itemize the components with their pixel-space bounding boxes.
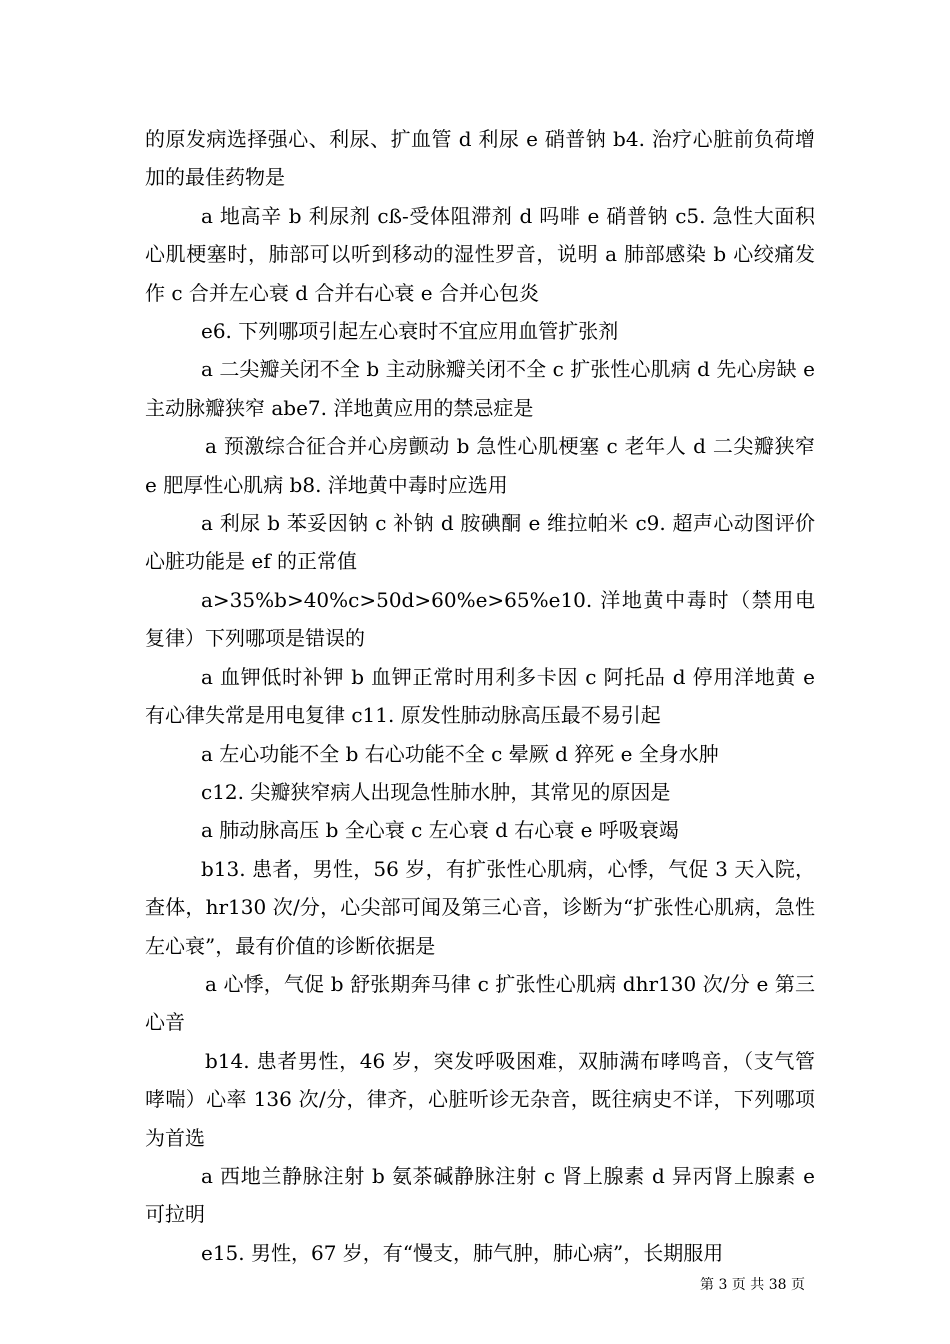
paragraph-4: a 二尖瓣关闭不全 b 主动脉瓣关闭不全 c 扩张性心肌病 d 先心房缺 e 主动脉瓣狭窄 abe7. 洋地黄应用的禁忌症是 — [145, 357, 815, 420]
paragraph-14: b14. 患者男性，46 岁，突发呼吸困难，双肺满布哮鸣音，（支气管哮喘）心率 136 次/分，律齐，心脏听诊无杂音，既往病史不详，下列哪项为首选 — [145, 1048, 815, 1150]
document-body — [145, 120, 815, 1272]
paragraph-5: a 预激综合征合并心房颤动 b 急性心肌梗塞 c 老年人 d 二尖瓣狭窄 e 肥厚性心肌病 b8. 洋地黄中毒时应选用 — [145, 434, 815, 497]
paragraph-8: a 血钾低时补钾 b 血钾正常时用利多卡因 c 阿托品 d 停用洋地黄 e 有心律失常是用电复律 c11. 原发性肺动脉高压最不易引起 — [145, 664, 815, 728]
paragraph-9: a 左心功能不全 b 右心功能不全 c 晕厥 d 猝死 e 全身水肿 — [201, 741, 719, 766]
paragraph-12: b13. 患者，男性，56 岁，有扩张性心肌病，心悸，气促 3 天入院，查体，hr130 次/分，心尖部可闻及第三心音，诊断为“扩张性心肌病，急性左心衰”，最有价值的诊断依据是 — [145, 856, 815, 958]
paragraph-7: a>35%b>40%c>50d>60%e>65%e10. 洋地黄中毒时（禁用电复律）下列哪项是错误的 — [145, 587, 815, 651]
paragraph-10: c12. 尖瓣狭窄病人出现急性肺水肿，其常见的原因是 — [201, 779, 671, 804]
paragraph-15: a 西地兰静脉注射 b 氨茶碱静脉注射 c 肾上腺素 d 异丙肾上腺素 e 可拉明 — [145, 1163, 815, 1227]
paragraph-11: a 肺动脉高压 b 全心衰 c 左心衰 d 右心衰 e 呼吸衰竭 — [201, 818, 679, 843]
paragraph-13: a 心悸，气促 b 舒张期奔马律 c 扩张性心肌病 dhr130 次/分 e 第三心音 — [145, 971, 815, 1035]
paragraph-1: 的原发病选择强心、利尿、扩血管 d 利尿 e 硝普钠 b4. 治疗心脏前负荷增加的最佳药物是 — [145, 127, 815, 190]
paragraph-2: a 地高辛 b 利尿剂 cß-受体阻滞剂 d 吗啡 e 硝普钠 c5. 急性大面积心肌梗塞时，肺部可以听到移动的湿性罗音，说明 a 肺部感染 b 心绞痛发作 c 合并左心衰 d 合并右心衰 e 合并心包炎 — [145, 203, 815, 305]
paragraph-6: a 利尿 b 苯妥因钠 c 补钠 d 胺碘酮 e 维拉帕米 c9. 超声心动图评价心脏功能是 ef 的正常值 — [145, 511, 815, 574]
paragraph-16: e15. 男性，67 岁，有“慢支，肺气肿，肺心病”，长期服用 — [201, 1240, 724, 1265]
page-number-footer: 第 3 页 共 38 页 — [700, 1277, 805, 1293]
paragraph-3: e6. 下列哪项引起左心衰时不宜应用血管扩张剂 — [201, 319, 619, 344]
